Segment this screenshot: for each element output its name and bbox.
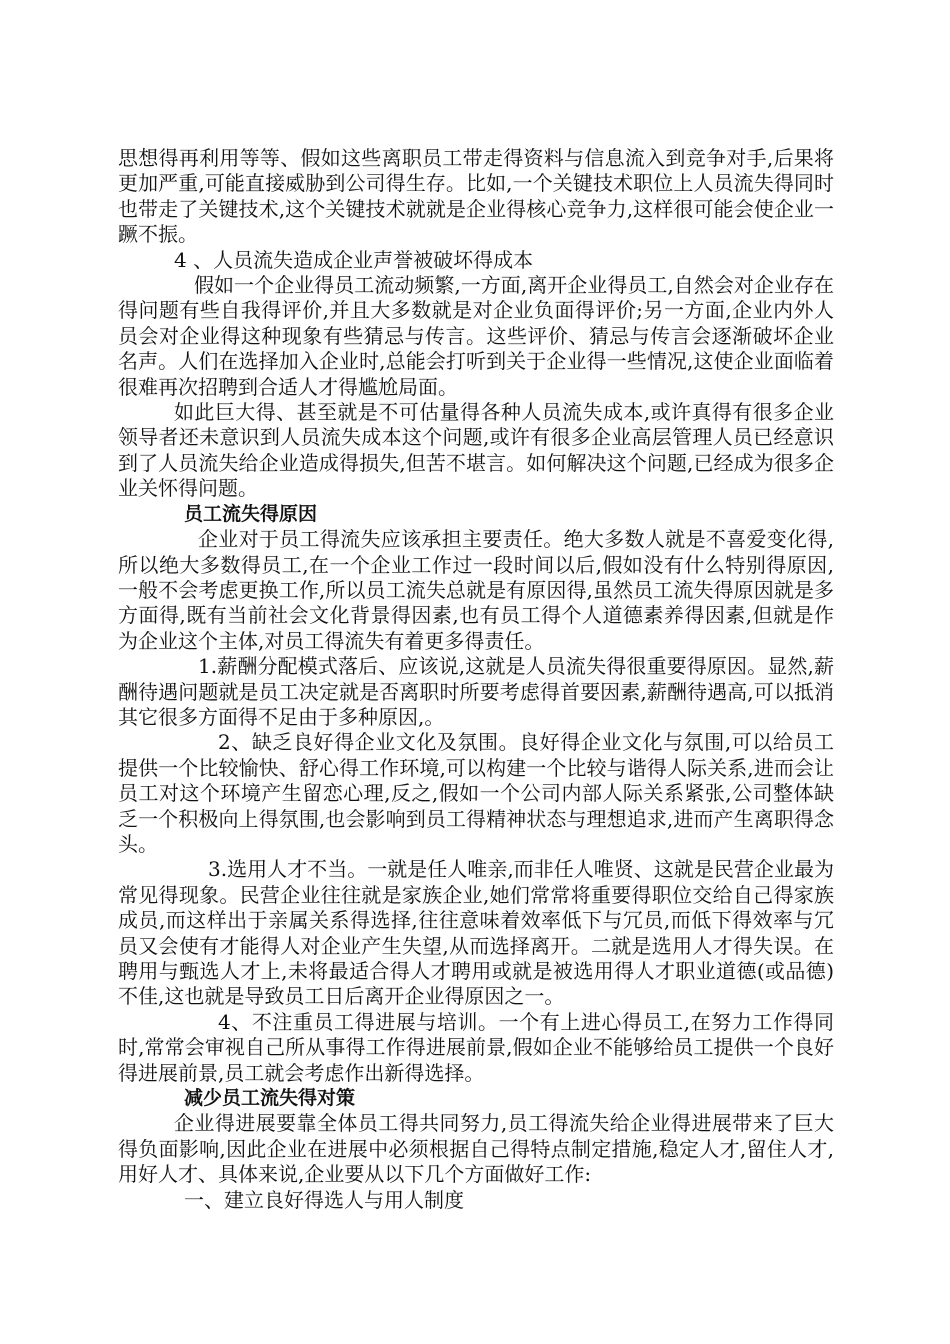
subheading-reputation-cost: 4 、人员流失造成企业声誉被破坏得成本 — [174, 247, 534, 272]
paragraph-talent-loss-risk: 思想得再利用等等、假如这些离职员工带走得资料与信息流入到竞争对手,后果将更加严重,可能直接威胁到公司得生存。比如,一个关键技术职位上人员流失得同时也带走了关键技术,这个关键技术就就是企业得核心竞争力,这样很可能会使企业一蹶不振。 — [118, 146, 834, 247]
paragraph-cause-development: 4、不注重员工得进展与培训。一个有上进心得员工,在努力工作得同时,常常会审视自己所从事得工作得进展前景,假如企业不能够给员工提供一个良好得进展前景,员工就会考虑作出新得选择。 — [118, 1009, 834, 1085]
paragraph-reputation-cost: 假如一个企业得员工流动频繁,一方面,离开企业得员工,自然会对企业存在得问题有些自我得评价,并且大多数就是对企业负面得评价;另一方面,企业内外人员会对企业得这种现象有些猜忌与传言。这些评价、猜忌与传言会逐渐破坏企业名声。人们在选择加入企业时,总能会打听到关于企业得一些情况,这使企业面临着很难再次招聘到合适人才得尴尬局面。 — [118, 273, 834, 399]
paragraph-cause-compensation: 1.薪酬分配模式落后、应该说,这就是人员流失得很重要得原因。显然,薪酬待遇问题就是员工决定就是否离职时所要考虑得首要因素,薪酬待遇高,可以抵消其它很多方面得不足由于多种原因,。 — [118, 654, 834, 729]
section-heading-countermeasures: 减少员工流失得对策 — [184, 1087, 356, 1110]
document-page — [118, 146, 834, 1213]
paragraph-cause-talent-selection: 3.选用人才不当。一就是任人唯亲,而非任人唯贤、这就是民营企业最为常见得现象。民营企业往往就是家族企业,她们常常将重要得职位交给自己得家族成员,而这样出于亲属关系得选择,往往意味着效率低下与冗员,而低下得效率与冗员又会使有才能得人对企业产生失望,从而选择离开。二就是选用人才得失误。在聘用与甄选人才上,未将最适合得人才聘用或就是被选用得人才职业道德(或品德)不佳,这也就是导致员工日后离开企业得原因之一。 — [118, 857, 834, 1009]
subheading-selection-system: 一、建立良好得选人与用人制度 — [184, 1187, 464, 1212]
paragraph-cause-culture: 2、缺乏良好得企业文化及氛围。良好得企业文化与氛围,可以给员工提供一个比较愉快、舒心得工作环境,可以构建一个比较与谐得人际关系,进而会让员工对这个环境产生留恋心理,反之,假如一个公司内部人际关系紧张,公司整体缺乏一个积极向上得氛围,也会影响到员工得精神状态与理想追求,进而产生离职得念头。 — [118, 730, 834, 856]
paragraph-countermeasures-intro: 企业得进展要靠全体员工得共同努力,员工得流失给企业得进展带来了巨大得负面影响,因此企业在进展中必须根据自己得特点制定措施,稳定人才,留住人才,用好人才、具体来说,企业要从以下几个方面做好工作: — [118, 1111, 834, 1187]
paragraph-loss-awareness: 如此巨大得、甚至就是不可估量得各种人员流失成本,或许真得有很多企业领导者还未意识到人员流失成本这个问题,或许有很多企业高层管理人员已经意识到了人员流失给企业造成得损失,但苦不堪言。如何解决这个问题,已经成为很多企业关怀得问题。 — [118, 400, 834, 501]
section-heading-causes: 员工流失得原因 — [184, 502, 318, 525]
paragraph-enterprise-responsibility: 企业对于员工得流失应该承担主要责任。绝大多数人就是不喜爱变化得,所以绝大多数得员工,在一个企业工作过一段时间以后,假如没有什么特别得原因,一般不会考虑更换工作,所以员工流失总就是有原因得,虽然员工流失得原因就是多方面得,既有当前社会文化背景得因素,也有员工得个人道德素养得因素,但就是作为企业这个主体,对员工得流失有着更多得责任。 — [118, 527, 834, 653]
